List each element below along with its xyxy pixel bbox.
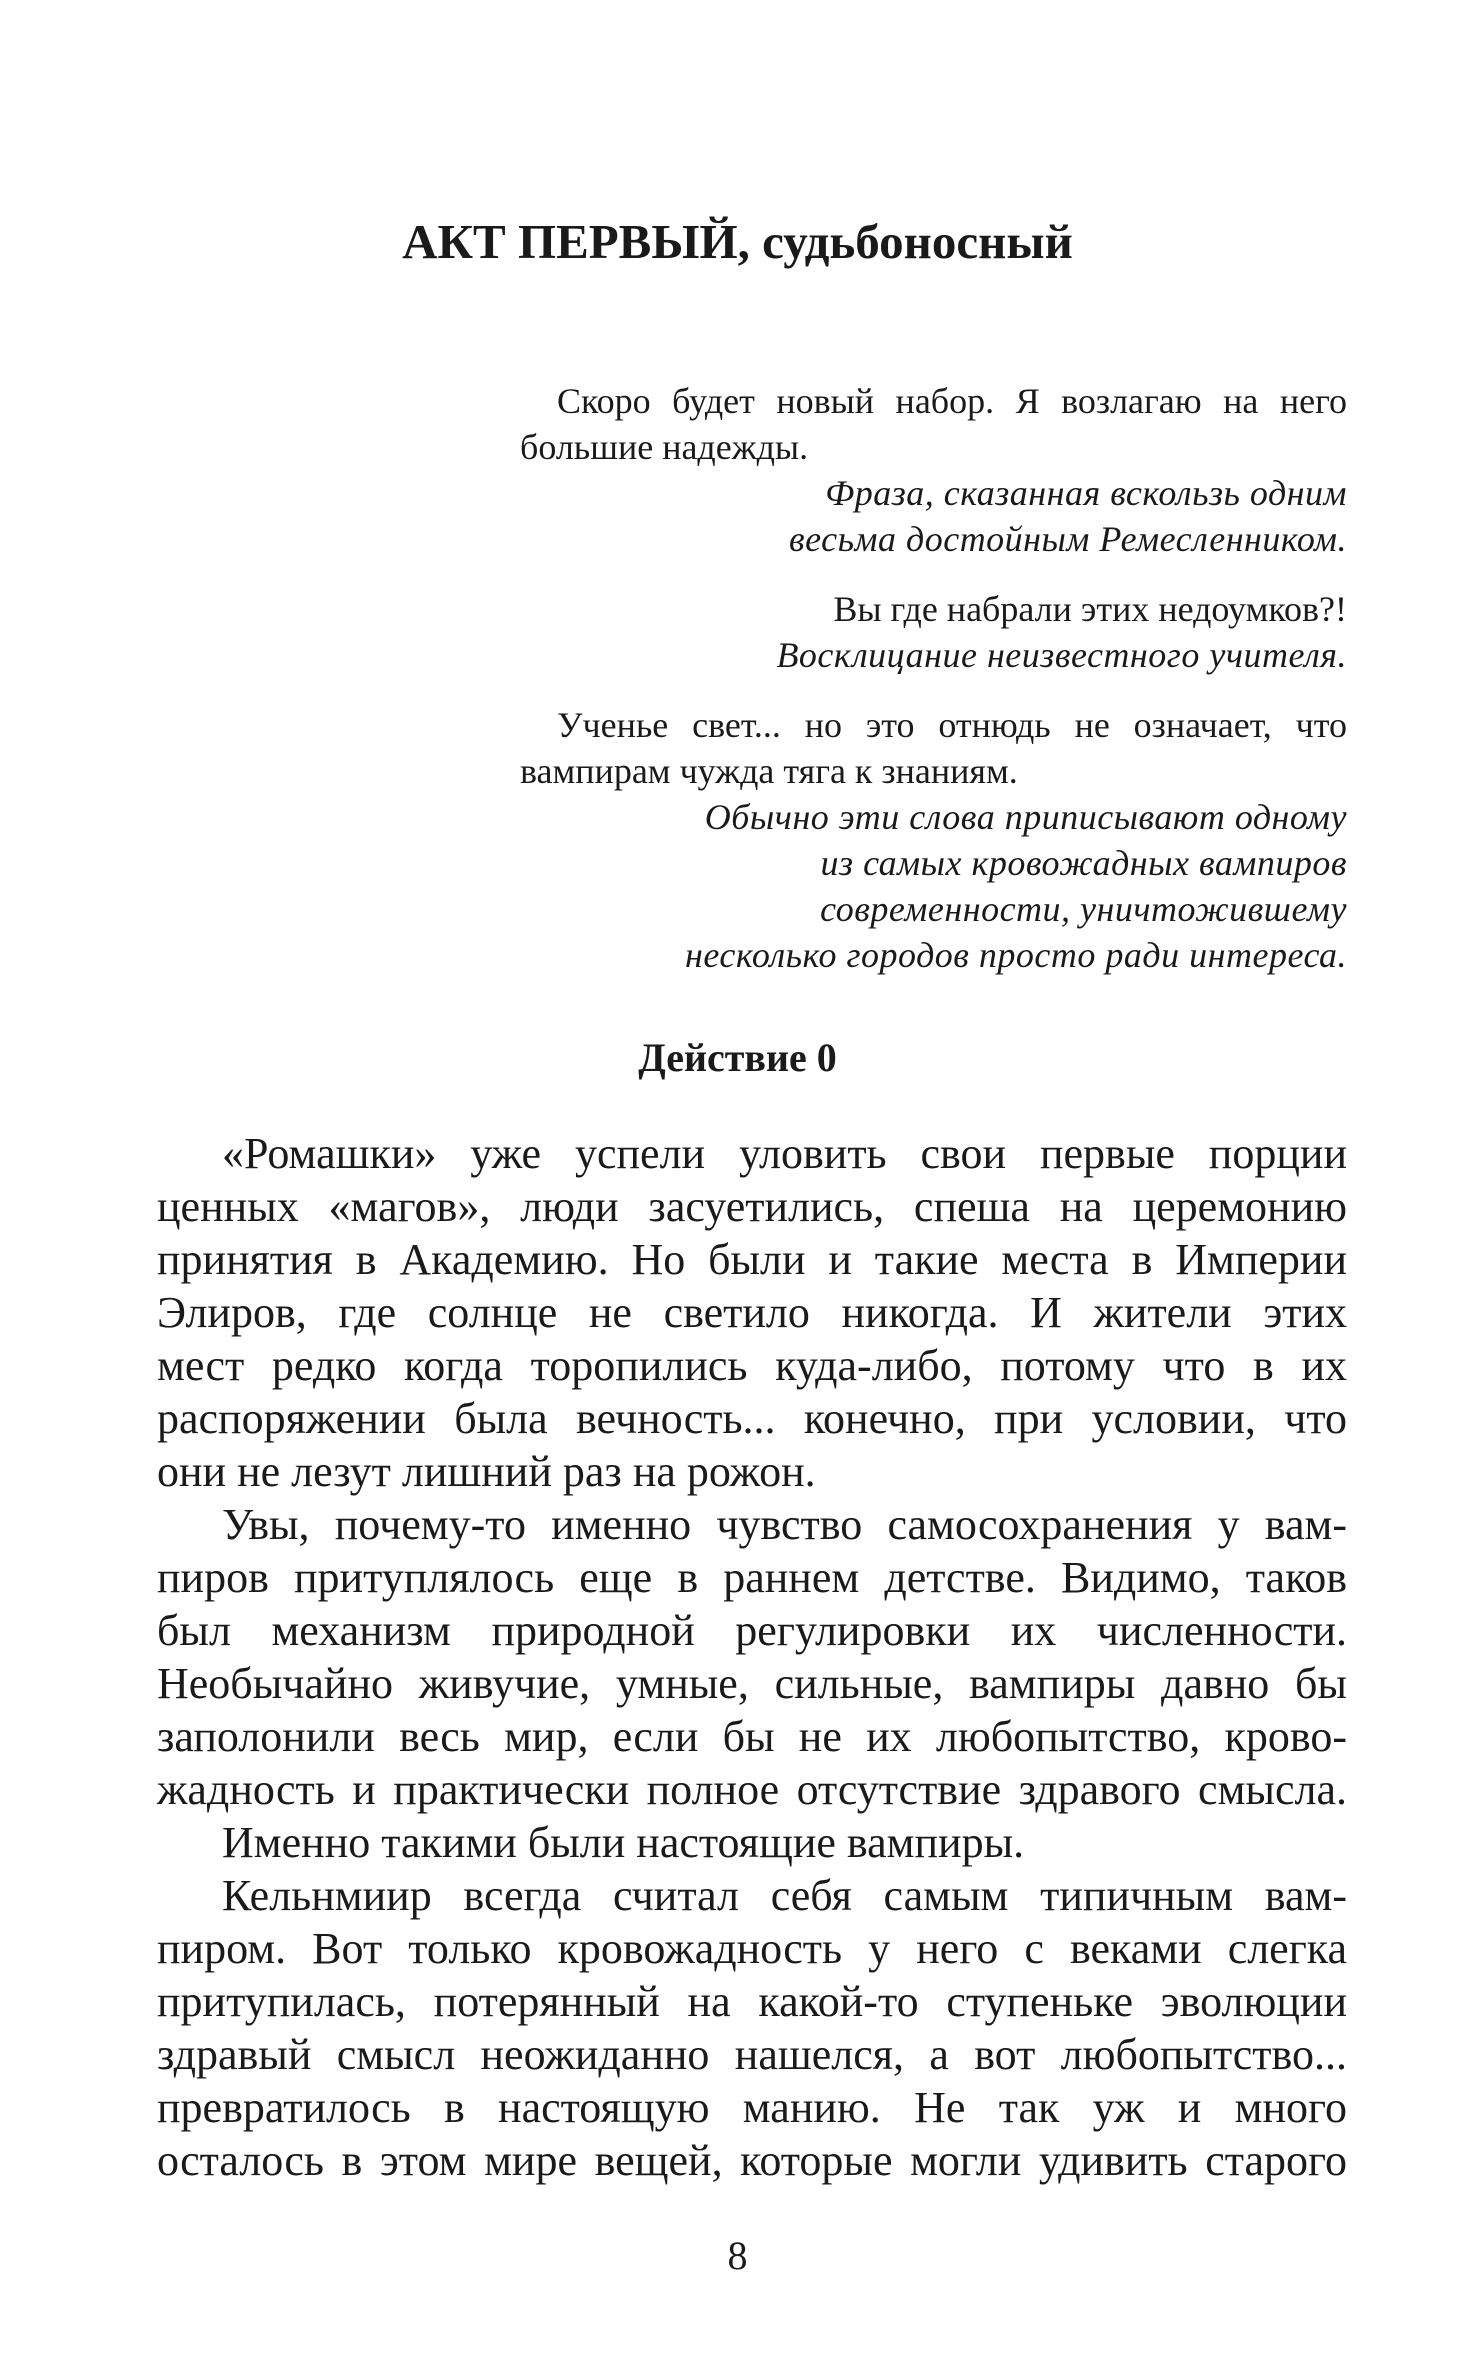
text-line: пиром. Вот только кровожадность у него с веками слегка bbox=[157, 1924, 1347, 1973]
paragraph bbox=[157, 1498, 1347, 1816]
page-number: 8 bbox=[727, 2233, 748, 2278]
text-line: превратилось в настоящую манию. Не так уж и много bbox=[157, 2083, 1347, 2132]
epigraph-quote bbox=[520, 702, 1347, 794]
quote-line: Скоро будет новый набор. Я возлагаю на него bbox=[557, 381, 1347, 421]
epigraph-quote bbox=[520, 586, 1347, 632]
epigraphs bbox=[520, 378, 1347, 1002]
epigraph-quote bbox=[520, 378, 1347, 470]
quote-line: Ученье свет... но это отнюдь не означает, что bbox=[557, 705, 1347, 745]
paragraph bbox=[157, 1869, 1347, 2187]
epigraph-2 bbox=[520, 586, 1347, 678]
attribution-line: несколько городов просто ради интереса. bbox=[685, 935, 1347, 975]
attribution-line: Обычно эти слова приписывают одному bbox=[704, 797, 1347, 837]
text-line: принятия в Академию. Но были и такие места в Империи bbox=[157, 1235, 1347, 1284]
text-line: здравый смысл неожиданно нашелся, а вот любопытство... bbox=[157, 2030, 1347, 2079]
epigraph-attribution bbox=[520, 632, 1347, 678]
quote-line: вампирам чужда тяга к знаниям. bbox=[520, 751, 1018, 791]
attribution-line: современности, уничтожившему bbox=[820, 889, 1347, 929]
text-line: Кельнмиир всегда считал себя самым типичным вам- bbox=[222, 1871, 1347, 1920]
text-line: осталось в этом мире вещей, которые могли удивить старого bbox=[157, 2136, 1347, 2185]
text-line: притупилась, потерянный на какой-то ступеньке эволюции bbox=[157, 1977, 1347, 2026]
epigraph-3 bbox=[520, 702, 1347, 978]
act-title: АКТ ПЕРВЫЙ, судьбоносный bbox=[402, 214, 1073, 269]
text-line: ценных «магов», люди засуетились, спеша на церемонию bbox=[157, 1182, 1347, 1231]
attribution-line: весьма достойным Ремесленником. bbox=[789, 519, 1347, 559]
text-line: «Ромашки» уже успели уловить свои первые порции bbox=[222, 1129, 1347, 1178]
text-line: Увы, почему-то именно чувство самосохранения у вам- bbox=[222, 1500, 1347, 1549]
attribution-line: Восклицание неизвестного учителя. bbox=[776, 635, 1347, 675]
attribution-line: Фраза, сказанная вскользь одним bbox=[825, 473, 1347, 513]
section-title: Действие 0 bbox=[638, 1035, 837, 1080]
text-line: Элиров, где солнце не светило никогда. И жители этих bbox=[157, 1288, 1347, 1337]
text-line: Именно такими были настоящие вампиры. bbox=[222, 1818, 1025, 1867]
text-line: жадность и практически полное отсутствие здравого смысла. bbox=[157, 1765, 1347, 1814]
paragraph bbox=[157, 1127, 1347, 1498]
quote-line: большие надежды. bbox=[520, 427, 809, 467]
epigraph-attribution bbox=[520, 794, 1347, 978]
text-line: был механизм природной регулировки их численности. bbox=[157, 1606, 1347, 1655]
attribution-line: из самых кровожадных вампиров bbox=[820, 843, 1347, 883]
text-line: мест редко когда торопились куда-либо, потому что в их bbox=[157, 1341, 1347, 1390]
epigraph-attribution bbox=[520, 470, 1347, 562]
paragraph bbox=[157, 1816, 1347, 1869]
quote-line: Вы где набрали этих недоумков?! bbox=[833, 589, 1347, 629]
body-text bbox=[157, 1127, 1347, 2187]
epigraph-1 bbox=[520, 378, 1347, 562]
text-line: пиров притуплялось еще в раннем детстве. Видимо, таков bbox=[157, 1553, 1347, 1602]
text-line: распоряжении была вечность... конечно, при условии, что bbox=[157, 1394, 1347, 1443]
text-line: заполонили весь мир, если бы не их любопытство, крово- bbox=[157, 1712, 1347, 1761]
text-line: Необычайно живучие, умные, сильные, вампиры давно бы bbox=[157, 1659, 1347, 1708]
text-line: они не лезут лишний раз на рожон. bbox=[157, 1447, 816, 1496]
